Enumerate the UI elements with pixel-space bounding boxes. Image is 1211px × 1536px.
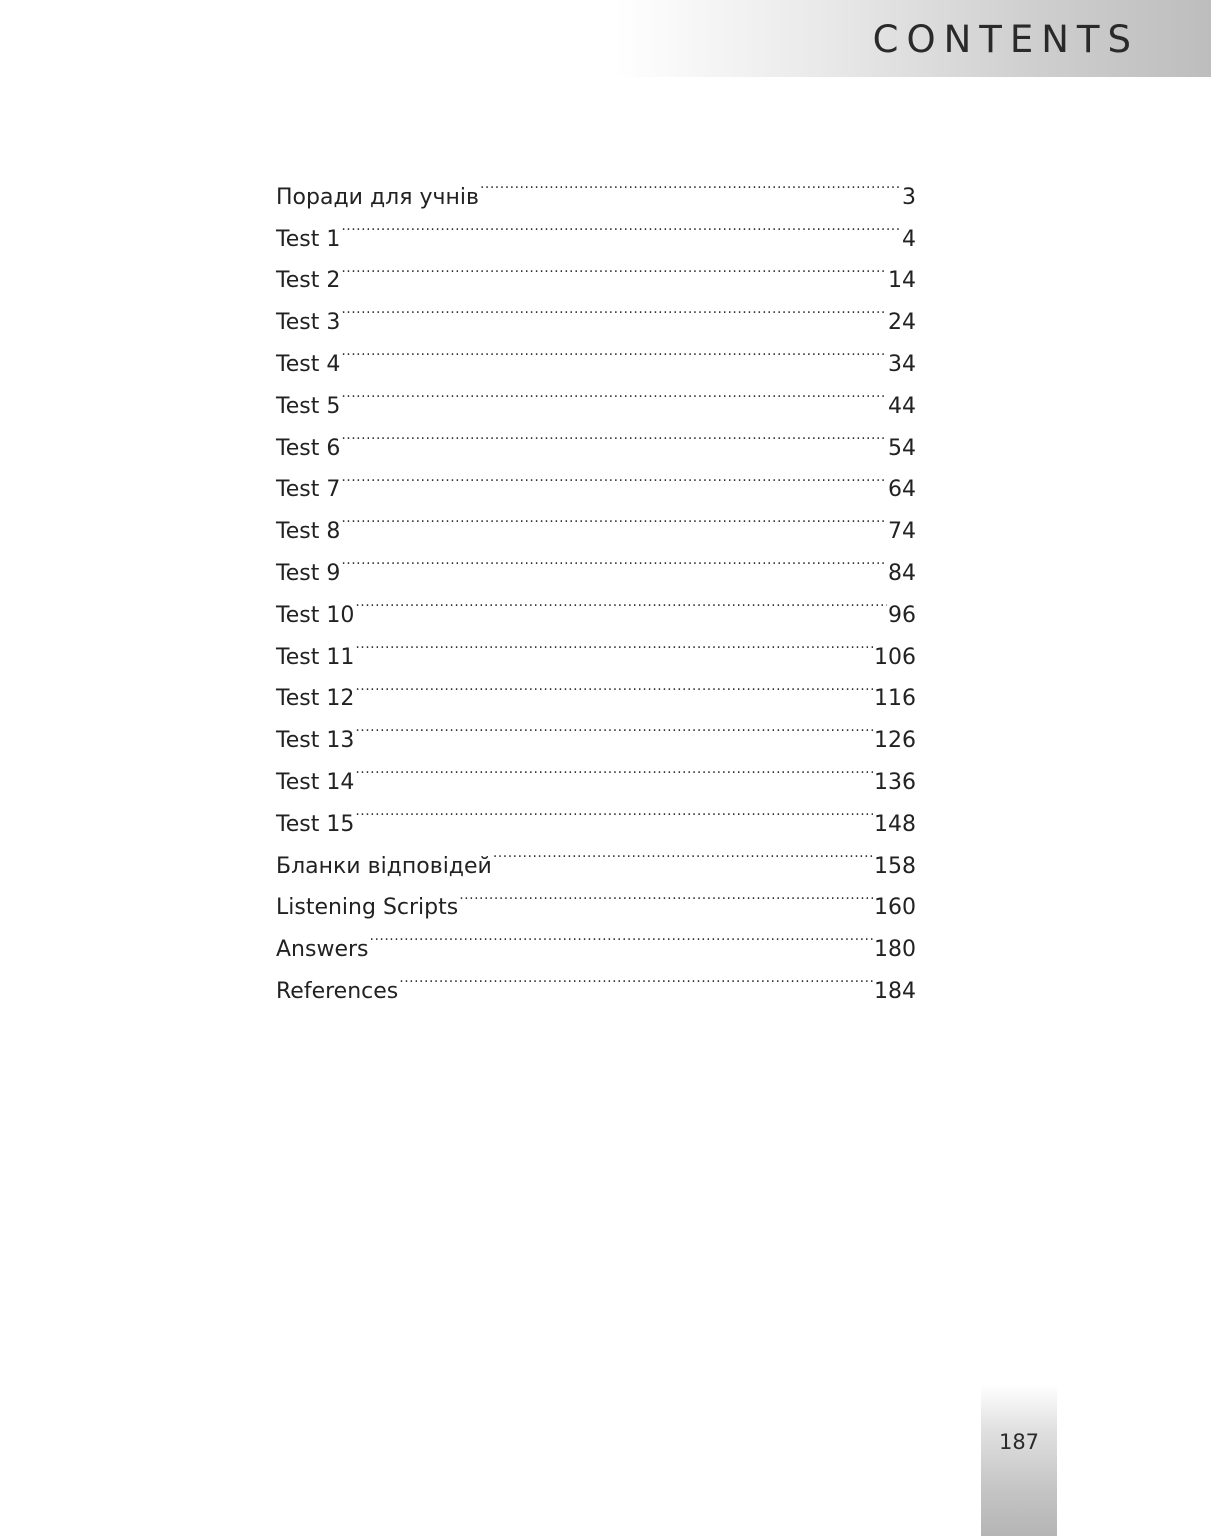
toc-entry[interactable] <box>276 705 916 754</box>
toc-entry-page: 116 <box>874 686 916 712</box>
table-of-contents <box>276 162 916 1004</box>
toc-dot-leader <box>341 538 887 580</box>
toc-entry[interactable] <box>276 956 916 1004</box>
toc-entry[interactable] <box>276 246 916 294</box>
toc-entry-label: Бланки відповідей <box>276 853 492 879</box>
toc-entry-label: Answers <box>276 937 369 963</box>
toc-entry[interactable] <box>276 914 916 963</box>
toc-entry-label: Test 4 <box>276 351 341 377</box>
toc-entry-page: 148 <box>874 811 916 837</box>
toc-entry-label: Test 11 <box>276 644 355 670</box>
toc-entry-page: 54 <box>888 435 916 461</box>
toc-dot-leader <box>341 455 887 497</box>
toc-entry-page: 126 <box>874 728 916 754</box>
toc-entry-page: 44 <box>888 393 916 419</box>
toc-dot-leader <box>493 831 873 873</box>
toc-entry-label: Test 2 <box>276 268 341 294</box>
toc-entry-label: Test 3 <box>276 310 341 336</box>
toc-entry[interactable] <box>276 831 916 879</box>
toc-entry-label: Test 10 <box>276 602 355 628</box>
toc-dot-leader <box>355 664 873 706</box>
toc-entry-page: 14 <box>888 268 916 294</box>
toc-entry-label: Test 9 <box>276 560 341 586</box>
toc-entry-label: Test 15 <box>276 811 355 837</box>
toc-entry-label: Listening Scripts <box>276 895 459 921</box>
toc-entry-label: Test 1 <box>276 226 341 252</box>
toc-dot-leader <box>341 287 887 329</box>
toc-entry-page: 64 <box>888 477 916 503</box>
page-number: 187 <box>998 1430 1040 1454</box>
toc-entry[interactable] <box>276 538 916 586</box>
toc-dot-leader <box>355 705 873 747</box>
toc-dot-leader <box>355 622 873 664</box>
toc-entry[interactable] <box>276 789 916 837</box>
toc-dot-leader <box>355 789 873 831</box>
toc-entry-page: 158 <box>874 853 916 879</box>
toc-entry-label: Test 6 <box>276 435 341 461</box>
toc-entry-label: Test 13 <box>276 728 355 754</box>
toc-entry[interactable] <box>276 747 916 795</box>
toc-entry-label: Test 8 <box>276 519 341 545</box>
toc-entry-page: 4 <box>902 226 916 252</box>
toc-entry-page: 180 <box>874 937 916 963</box>
toc-dot-leader <box>341 496 887 538</box>
toc-entry[interactable] <box>276 329 916 377</box>
toc-dot-leader <box>459 873 873 915</box>
toc-entry-page: 160 <box>874 895 916 921</box>
toc-entry-page: 106 <box>874 644 916 670</box>
toc-entry[interactable] <box>276 413 916 461</box>
toc-entry-label: References <box>276 978 399 1004</box>
toc-dot-leader <box>341 204 901 246</box>
toc-dot-leader <box>355 580 887 622</box>
toc-dot-leader <box>355 747 873 789</box>
toc-entry-page: 24 <box>888 310 916 336</box>
toc-entry[interactable] <box>276 162 916 210</box>
toc-entry[interactable] <box>276 580 916 628</box>
toc-entry-label: Поради для учнів <box>276 184 479 210</box>
toc-entry[interactable] <box>276 455 916 503</box>
page-title: CONTENTS <box>872 18 1139 61</box>
toc-entry[interactable] <box>276 664 916 712</box>
toc-entry[interactable] <box>276 496 916 545</box>
toc-entry[interactable] <box>276 204 916 252</box>
toc-dot-leader <box>341 371 887 413</box>
page-number-tab <box>981 1385 1057 1536</box>
toc-entry-label: Test 5 <box>276 393 341 419</box>
toc-dot-leader <box>480 162 901 204</box>
toc-dot-leader <box>341 329 887 371</box>
toc-dot-leader <box>399 956 873 998</box>
toc-entry-page: 136 <box>874 769 916 795</box>
toc-entry-page: 74 <box>888 519 916 545</box>
toc-entry-label: Test 12 <box>276 686 355 712</box>
toc-entry-label: Test 14 <box>276 769 355 795</box>
toc-entry-label: Test 7 <box>276 477 341 503</box>
toc-entry-page: 96 <box>888 602 916 628</box>
toc-entry-page: 3 <box>902 184 916 210</box>
toc-entry[interactable] <box>276 622 916 670</box>
toc-entry-page: 34 <box>888 351 916 377</box>
toc-dot-leader <box>341 413 887 455</box>
toc-dot-leader <box>370 914 874 956</box>
toc-entry-page: 184 <box>874 978 916 1004</box>
header-band <box>615 0 1211 77</box>
toc-entry[interactable] <box>276 371 916 419</box>
toc-entry-page: 84 <box>888 560 916 586</box>
toc-entry[interactable] <box>276 287 916 336</box>
toc-dot-leader <box>341 246 887 288</box>
